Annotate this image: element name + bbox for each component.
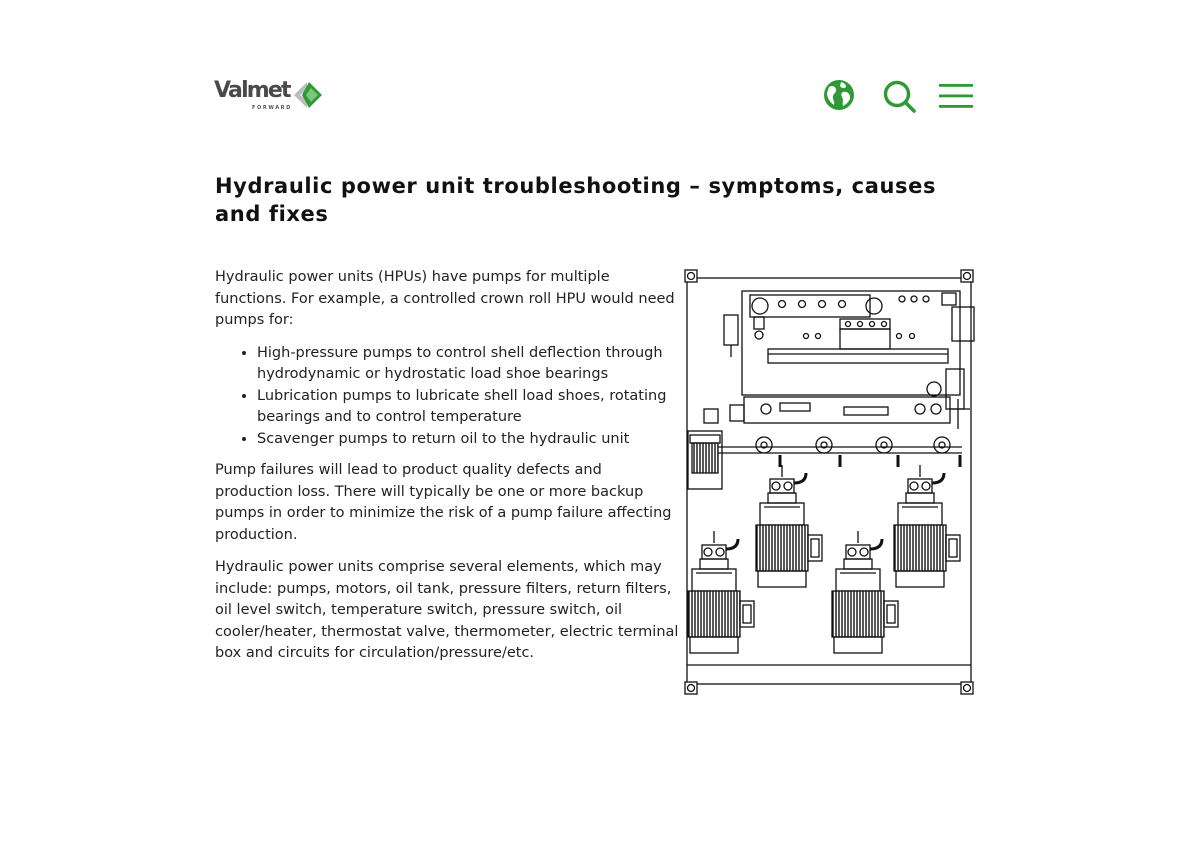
list-item: • Scavenger pumps to return oil to the hydraulic unit [257,429,681,451]
article-body [215,267,681,676]
pump-uses-list [215,343,681,451]
failures-paragraph: Pump failures will lead to product quality defects and production loss. There will typically be one or more backup pumps in order to minimize the risk of a pump failure affecting production. [215,462,672,543]
search-icon[interactable] [882,78,918,114]
hydraulic-power-unit-drawing [684,269,976,697]
list-item: • High-pressure pumps to control shell deflection through hydrodynamic or hydrostatic load shoe bearings [257,343,681,386]
logo-wordmark: Valmet [214,78,290,103]
elements-paragraph: Hydraulic power units comprise several elements, which may include: pumps, motors, oil tank, pressure filters, return filters, oil level switch, temperature switch, pressure switch, oil cooler/heater, thermostat valve, thermometer, electric terminal box and circuits for circulation/pressure/etc. [215,559,679,661]
valmet-logo[interactable] [214,78,326,114]
menu-icon[interactable] [938,78,974,114]
logo-chevron-icon [292,80,324,110]
page-title: Hydraulic power unit troubleshooting – symptoms, causes and fixes [215,174,937,226]
list-item: • Lubrication pumps to lubricate shell load shoes, rotating bearings and to control temperature [257,386,681,429]
globe-icon[interactable] [822,78,856,112]
logo-tagline: FORWARD [252,105,292,111]
intro-paragraph: Hydraulic power units (HPUs) have pumps for multiple functions. For example, a controlled crown roll HPU would need pumps for: [215,269,675,328]
